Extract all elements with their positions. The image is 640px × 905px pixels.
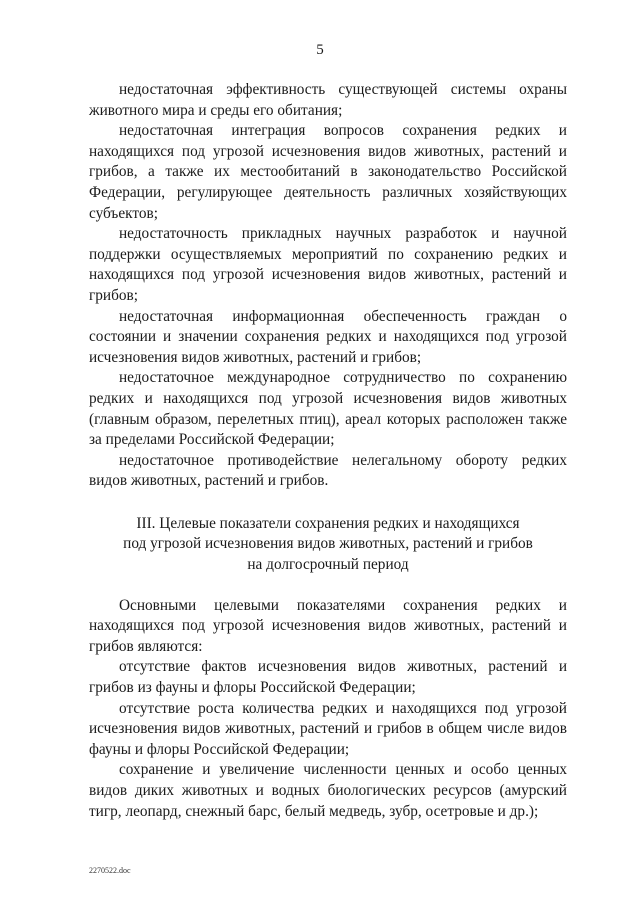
paragraph: недостаточная интеграция вопросов сохранения редких и находящихся под угрозой исчезновения видов животных, растений и грибов, а также их местообитаний в законодательство Российской Федерации, регулирующее деятельность различных хозяйствующих субъектов; <box>89 122 567 222</box>
heading-line: под угрозой исчезновения видов животных, растений и грибов <box>123 535 533 553</box>
document-file-code: 2270522.doc <box>89 866 131 875</box>
paragraph: недостаточная информационная обеспеченность граждан о состоянии и значении сохранения редких и находящихся под угрозой исчезновения видов животных, растений и грибов; <box>89 307 567 366</box>
heading-line: III. Целевые показатели сохранения редких и находящихся <box>136 514 520 532</box>
paragraph: Основными целевыми показателями сохранения редких и находящихся под угрозой исчезновения видов животных, растений и грибов являются: <box>89 596 567 655</box>
paragraph: недостаточность прикладных научных разработок и научной поддержки осуществляемых мероприятий по сохранению редких и находящихся под угрозой исчезновения видов животных, растений и грибов; <box>89 225 567 304</box>
heading-line: на долгосрочный период <box>247 556 409 574</box>
page-number: 5 <box>316 42 324 58</box>
paragraph: недостаточное противодействие нелегальному обороту редких видов животных, растений и грибов. <box>89 451 567 490</box>
paragraph: отсутствие роста количества редких и находящихся под угрозой исчезновения видов животных, растений и грибов в общем числе видов фауны и флоры Российской Федерации; <box>89 699 567 758</box>
paragraph: недостаточная эффективность существующей системы охраны животного мира и среды его обитания; <box>89 81 567 119</box>
paragraph: сохранение и увеличение численности ценных и особо ценных видов диких животных и водных биологических ресурсов (амурский тигр, леопард, снежный барс, белый медведь, зубр, осетровые и др.); <box>89 761 567 820</box>
document-body <box>89 80 567 822</box>
paragraph: недостаточное международное сотрудничество по сохранению редких и находящихся под угрозой исчезновения видов животных (главным образом, перелетных птиц), ареал которых расположен также за пределами Российской Федерации; <box>89 369 567 449</box>
section-heading <box>89 514 567 576</box>
paragraph: отсутствие фактов исчезновения видов животных, растений и грибов из фауны и флоры Российской Федерации; <box>89 658 567 697</box>
